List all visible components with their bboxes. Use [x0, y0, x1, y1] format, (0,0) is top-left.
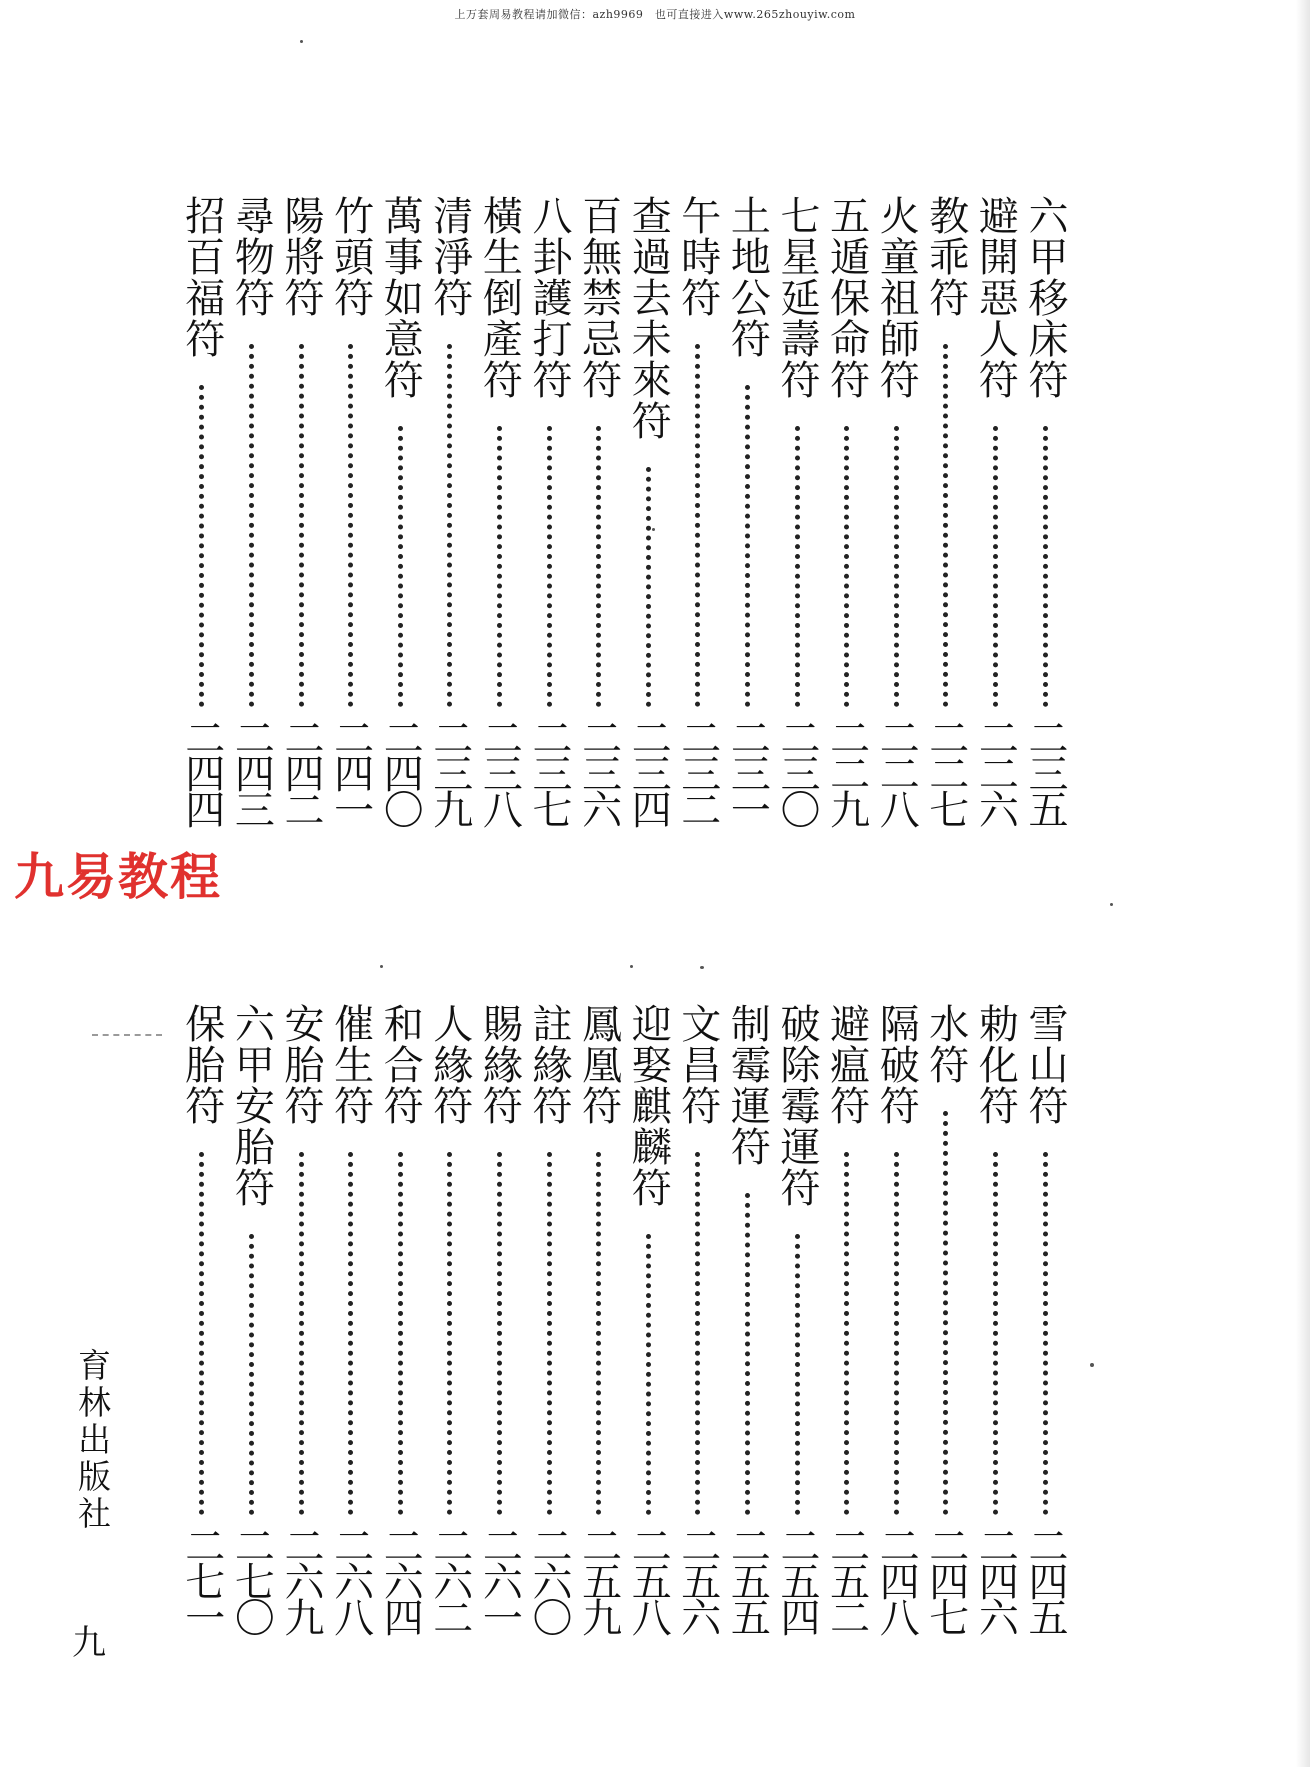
- toc-entry-page-number: 二四一: [327, 717, 374, 825]
- header-note: 上万套周易教程请加微信：azh9969 也可直接进入www.265zhouyiw.com: [454, 8, 856, 21]
- toc-entry-page-number: 二三七: [526, 717, 572, 825]
- toc-entry-page-number: 二六一: [476, 1525, 523, 1633]
- toc-entry-title: 陽將符: [278, 195, 324, 318]
- toc-entry-title: 避開惡人符: [972, 195, 1019, 400]
- toc-entry-title: 六甲安胎符: [228, 1003, 275, 1208]
- toc-entry-title: 百無禁忌符: [575, 195, 622, 400]
- toc-entry: [177, 1003, 227, 1673]
- toc-entry: [673, 195, 723, 865]
- toc-entry: [226, 195, 276, 865]
- toc-entry-page-number: 二四四: [178, 717, 225, 825]
- toc-entry: [375, 1003, 425, 1673]
- toc-entry-page-number: 二六九: [278, 1525, 324, 1633]
- toc-entry-title: 破除霉運符: [774, 1003, 820, 1208]
- dot-leader: [199, 1152, 204, 1515]
- toc-entry-title: 勅化符: [972, 1003, 1019, 1126]
- toc-entry-page-number: 二三八: [476, 717, 523, 825]
- toc-entry-title: 教乖符: [922, 195, 969, 318]
- toc-entry: [871, 1003, 921, 1673]
- dot-leader: [844, 426, 849, 707]
- dot-leader: [844, 1152, 849, 1515]
- toc-entry-page-number: 二四三: [228, 717, 275, 825]
- toc-entry: [474, 195, 524, 865]
- dot-leader: [547, 1152, 552, 1515]
- dot-leader: [695, 1152, 700, 1515]
- dot-leader: [398, 1152, 403, 1515]
- toc-entry-page-number: 二四五: [1022, 1525, 1068, 1633]
- toc-entry-page-number: 二五五: [724, 1525, 771, 1633]
- toc-entry: [822, 1003, 872, 1673]
- toc-entry-title: 五遁保命符: [823, 195, 870, 400]
- toc-entry-page-number: 二二六: [972, 717, 1019, 825]
- toc-entry: [177, 195, 227, 865]
- toc-entry-title: 火童祖師符: [873, 195, 920, 400]
- toc-entry-title: 竹頭符: [327, 195, 374, 318]
- toc-entry-title: 萬事如意符: [377, 195, 424, 400]
- dot-leader: [497, 426, 502, 707]
- publisher-name: 育林出版社: [73, 1348, 112, 1533]
- dot-leader: [795, 1234, 800, 1515]
- toc-entry-title: 七星延壽符: [774, 195, 820, 400]
- toc-entry-title: 查過去未來符: [625, 195, 672, 441]
- toc-entry-title: 註緣符: [526, 1003, 572, 1126]
- toc-entry-page-number: 二四〇: [377, 717, 424, 825]
- toc-entry-title: 保胎符: [178, 1003, 225, 1126]
- toc-entry-page-number: 二三六: [575, 717, 622, 825]
- dot-leader: [745, 385, 750, 707]
- toc-entry: [921, 1003, 971, 1673]
- dot-leader: [943, 1111, 948, 1515]
- toc-entry: [474, 1003, 524, 1673]
- toc-entry-title: 六甲移床符: [1022, 195, 1068, 400]
- scan-speck: [380, 965, 383, 968]
- toc-entry: [822, 195, 872, 865]
- dot-leader: [1043, 1152, 1048, 1515]
- toc-entry-title: 招百福符: [178, 195, 225, 359]
- dot-leader: [646, 467, 651, 707]
- toc-entry-page-number: 二五八: [625, 1525, 672, 1633]
- dot-leader: [993, 1152, 998, 1515]
- toc-entry-title: 鳳凰符: [575, 1003, 622, 1126]
- toc-entry-title: 土地公符: [724, 195, 771, 359]
- dot-leader: [348, 344, 353, 707]
- toc-entry-title: 橫生倒產符: [476, 195, 523, 400]
- toc-entry-page-number: 二三二: [674, 717, 721, 825]
- toc-entry-page-number: 二五六: [674, 1525, 721, 1633]
- scan-speck: [630, 965, 633, 968]
- toc-entry-page-number: 二四七: [922, 1525, 969, 1633]
- toc-entry: [970, 1003, 1020, 1673]
- toc-entry-page-number: 二四八: [873, 1525, 920, 1633]
- toc-entry-page-number: 二二八: [873, 717, 920, 825]
- toc-entry-page-number: 二三五: [1022, 717, 1068, 825]
- dot-leader: [447, 1152, 452, 1515]
- toc-entry-page-number: 二六四: [377, 1525, 424, 1633]
- toc-entry: [276, 195, 326, 865]
- dot-leader: [894, 426, 899, 707]
- toc-entry-title: 清淨符: [426, 195, 473, 318]
- toc-entry-page-number: 二四六: [972, 1525, 1019, 1633]
- dot-leader: [249, 1234, 254, 1515]
- toc-entry: [326, 195, 376, 865]
- dot-leader: [299, 1152, 304, 1515]
- toc-entry: [970, 195, 1020, 865]
- toc-entry-title: 避瘟符: [823, 1003, 870, 1126]
- dot-leader: [497, 1152, 502, 1515]
- toc-entry: [871, 195, 921, 865]
- scan-speck: [1110, 903, 1113, 906]
- toc-entry-title: 雪山符: [1022, 1003, 1068, 1126]
- toc-entry: [425, 1003, 475, 1673]
- toc-entry-page-number: 二六二: [426, 1525, 473, 1633]
- dot-leader: [695, 344, 700, 707]
- toc-entry-title: 八卦護打符: [526, 195, 572, 400]
- toc-entry: [226, 1003, 276, 1673]
- dot-leader: [795, 426, 800, 707]
- toc-entry: [524, 195, 574, 865]
- toc-entry: [276, 1003, 326, 1673]
- toc-entry-title: 和合符: [377, 1003, 424, 1126]
- dot-leader: [894, 1152, 899, 1515]
- scan-speck: [700, 966, 704, 969]
- toc-entry-page-number: 二五四: [774, 1525, 820, 1633]
- dot-leader: [547, 426, 552, 707]
- toc-entry: [375, 195, 425, 865]
- toc-entry-title: 隔破符: [873, 1003, 920, 1126]
- dot-leader: [596, 1152, 601, 1515]
- toc-entry-title: 賜緣符: [476, 1003, 523, 1126]
- toc-entry: [574, 195, 624, 865]
- toc-entry-page-number: 二五二: [823, 1525, 870, 1633]
- toc-entry: [623, 1003, 673, 1673]
- toc-entry: [722, 1003, 772, 1673]
- dot-leader: [745, 1193, 750, 1515]
- toc-entry-title: 文昌符: [674, 1003, 721, 1126]
- toc-entry-title: 迎娶麒麟符: [625, 1003, 672, 1208]
- toc-entry-page-number: 二七〇: [228, 1525, 275, 1633]
- toc-entry: [673, 1003, 723, 1673]
- toc-entry: [623, 195, 673, 865]
- toc-entry-title: 人緣符: [426, 1003, 473, 1126]
- folio-number: 九: [72, 1623, 106, 1663]
- toc-entry-page-number: 二二七: [922, 717, 969, 825]
- toc-entry: [574, 1003, 624, 1673]
- toc-entry: [722, 195, 772, 865]
- toc-entry-page-number: 二三〇: [774, 717, 820, 825]
- dot-leader: [596, 426, 601, 707]
- scan-speck: [300, 40, 303, 43]
- dot-leader: [993, 426, 998, 707]
- toc-entry-title: 水符: [922, 1003, 969, 1085]
- toc-entry-page-number: 二六〇: [526, 1525, 572, 1633]
- dot-leader: [199, 385, 204, 707]
- toc-entry: [772, 1003, 822, 1673]
- dot-leader: [348, 1152, 353, 1515]
- scan-speck: [1090, 1363, 1094, 1367]
- dot-leader: [943, 344, 948, 707]
- toc-entry: [425, 195, 475, 865]
- toc-entry-title: 催生符: [327, 1003, 374, 1126]
- dot-leader: [646, 1234, 651, 1515]
- dot-leader: [398, 426, 403, 707]
- dot-leader: [249, 344, 254, 707]
- toc-entry-title: 尋物符: [228, 195, 275, 318]
- dot-leader: [1043, 426, 1048, 707]
- toc-entry-page-number: 二二九: [823, 717, 870, 825]
- toc-entry-page-number: 二六八: [327, 1525, 374, 1633]
- toc-entry: [772, 195, 822, 865]
- toc-entry-title: 安胎符: [278, 1003, 324, 1126]
- toc-entry: [1020, 1003, 1070, 1673]
- toc-entry: [524, 1003, 574, 1673]
- toc-entry-page-number: 二三四: [625, 717, 672, 825]
- toc-entry: [1020, 195, 1070, 865]
- toc-entry-page-number: 二三九: [426, 717, 473, 825]
- toc-entry-page-number: 二四二: [278, 717, 324, 825]
- watermark: 九易教程: [14, 848, 222, 906]
- toc-entry-title: 制霉運符: [724, 1003, 771, 1167]
- toc-top-section: [0, 195, 1310, 865]
- toc-entry-page-number: 二七一: [178, 1525, 225, 1633]
- toc-bottom-section: [0, 1003, 1310, 1673]
- toc-entry: [921, 195, 971, 865]
- toc-entry-title: 午時符: [674, 195, 721, 318]
- dot-leader: [299, 344, 304, 707]
- dot-leader: [447, 344, 452, 707]
- scan-speck: [652, 528, 655, 531]
- toc-entry-page-number: 二五九: [575, 1525, 622, 1633]
- toc-entry: [326, 1003, 376, 1673]
- toc-entry-page-number: 二三一: [724, 717, 771, 825]
